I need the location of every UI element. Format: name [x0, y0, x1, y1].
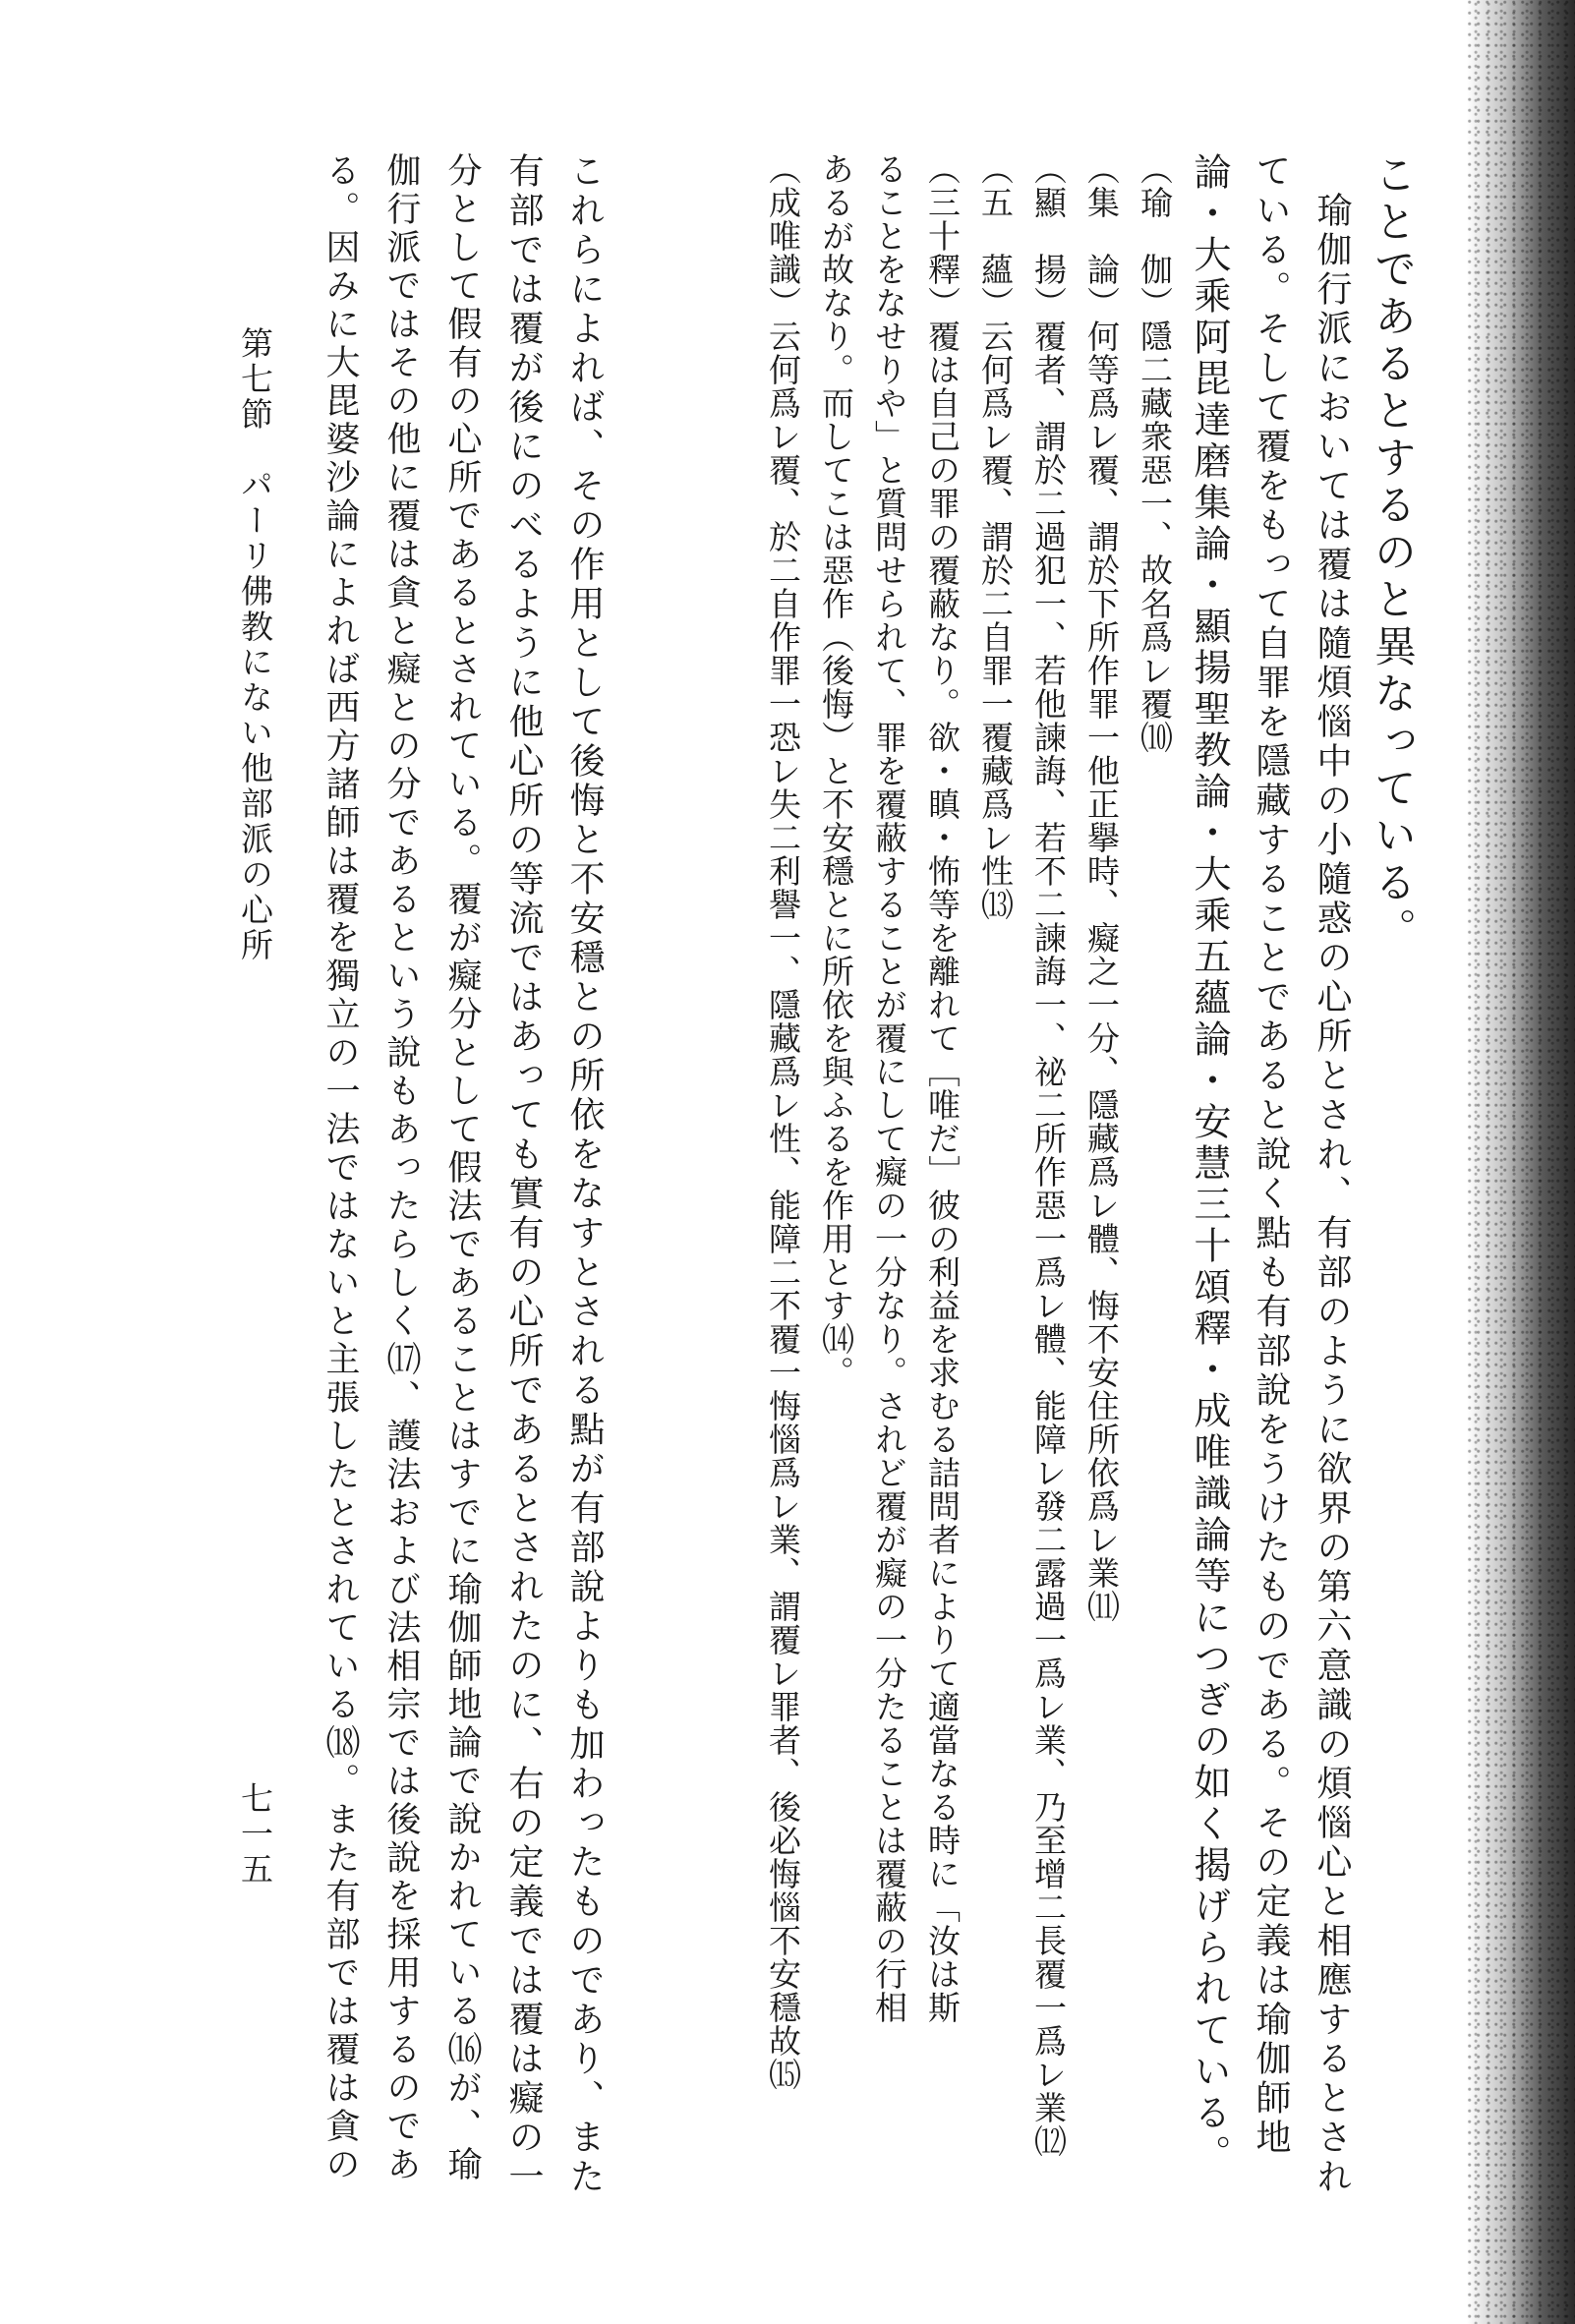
- quote-shuron: （集 論）何等爲レ覆、謂於下所作罪一他正擧時、癡之一分、隱藏爲レ體、悔不安住所依爲レ業⑾: [1082, 152, 1121, 1623]
- quote-sanjushaku-1: （三十釋）覆は自己の罪の覆蔽なり。欲・瞋・怖等を離れて［唯だ］彼の利益を求むる詰問者によりて適當なる時に「汝は斯: [923, 152, 962, 2024]
- quote-sanjushaku-2: ることをなせりや」と質問せられて、罪を覆蔽することが覆にして癡の一分なり。されど覆が癡の一分たることは覆蔽の行相: [870, 152, 908, 2024]
- text-line-16: 伽行派ではその他に覆は貪と癡との分であるという說もあったらしく⒄、護法および法相宗では後說を採用するのであ: [381, 152, 421, 2184]
- text-line-17: る。因みに大毘婆沙論によれば西方諸師は覆を獨立の一法ではないと主張したとされている⒅。また有部では覆は貪の: [321, 152, 360, 2184]
- text-line-15: 分として假有の心所であるとされている。覆が癡分として假法であることはすでに瑜伽師地論で說かれている⒃が、瑜: [442, 152, 482, 2184]
- quote-kenyo: （顯 揚）覆者、謂於二過犯一、若他諫誨、若不二諫誨一、祕二所作惡一爲レ體、能障レ發二露過一爲レ業、乃至增二長覆一爲レ業⑿: [1029, 152, 1068, 2158]
- page-number: 七一五: [236, 1781, 274, 1888]
- text-line-14: 有部では覆が後にのべるように他心所の等流ではあっても實有の心所であるとされたのに、右の定義では覆は癡の一: [503, 152, 544, 2197]
- text-line-4: 論・大乘阿毘達磨集論・顯揚聖教論・大乘五蘊論・安慧三十頌釋・成唯識論等につぎの如く揭げられている。: [1188, 152, 1231, 2176]
- text-line-13: これらによれば、その作用として後悔と不安穩との所依をなすとされる點が有部說よりも加わったものであり、また: [564, 152, 605, 2197]
- quote-jöyuishiki: （成唯識）云何爲レ覆、於二自作罪一恐レ失二利譽一、隱藏爲レ性、能障二不覆一悔惱爲レ業、謂覆レ罪者、後必悔惱不安穩故⒂: [764, 152, 802, 2091]
- quote-goun: （五 蘊）云何爲レ覆、謂於二自罪一覆藏爲レ性⒀: [976, 152, 1015, 921]
- text-line-1: ことであるとするのと異なっている。: [1368, 152, 1417, 955]
- text-line-2: 瑜伽行派においては覆は隨煩惱中の小隨惑の心所とされ、有部のように欲界の第六意識の煩惱心と相應するとされ: [1312, 152, 1352, 2197]
- quote-sanjushaku-3: あるが故なり。而してこは惡作（後悔）と不安穩とに所依を與ふるを作用とす⒁。: [817, 152, 855, 1389]
- running-head: 第七節 パーリ佛教にない他部派の心所: [236, 326, 274, 963]
- quote-yoga: （瑜 伽）隱二藏衆惡一、故名爲レ覆⑽: [1136, 152, 1174, 754]
- text-line-3: ている。そして覆をもって自罪を隱藏することであると說く點も有部說をうけたものである。その定義は瑜伽師地: [1251, 152, 1291, 2158]
- scanned-page-edge: [1467, 0, 1575, 2324]
